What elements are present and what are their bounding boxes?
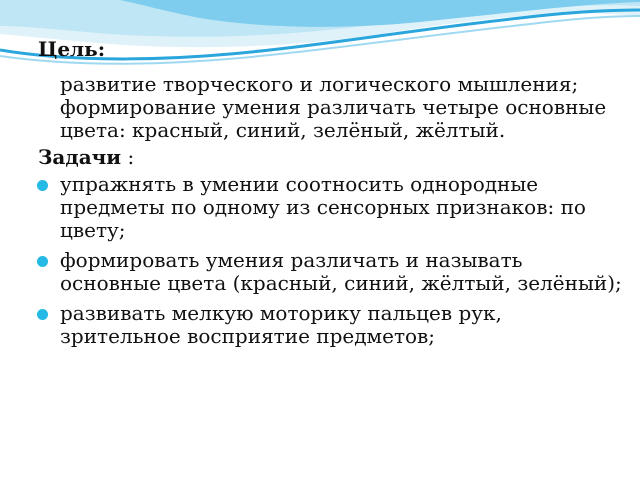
round-bullet-icon [37, 180, 48, 191]
goal-text: развитие творческого и логического мышления; формирование умения различать четыре основные цвета: красный, синий, зелёный, жёлтый. [60, 72, 607, 142]
round-bullet-icon [37, 256, 48, 267]
task-text: упражнять в умении соотносить однородные предметы по одному из сенсорных признаков: по цвету; [60, 172, 586, 242]
list-item [38, 249, 628, 295]
tasks-heading-label: Задачи [38, 145, 122, 169]
tasks-heading-colon: : [121, 145, 135, 169]
task-text: формировать умения различать и называть основные цвета (красный, синий, жёлтый, зелёный); [60, 248, 622, 295]
round-bullet-icon [37, 309, 48, 320]
goal-heading: Цель: [38, 37, 106, 61]
list-item [38, 302, 628, 348]
tasks-list [38, 173, 628, 348]
list-item [38, 173, 628, 242]
task-text: развивать мелкую моторику пальцев рук, зрительное восприятие предметов; [60, 301, 502, 348]
slide-content [38, 38, 628, 355]
tasks-heading [38, 146, 628, 169]
